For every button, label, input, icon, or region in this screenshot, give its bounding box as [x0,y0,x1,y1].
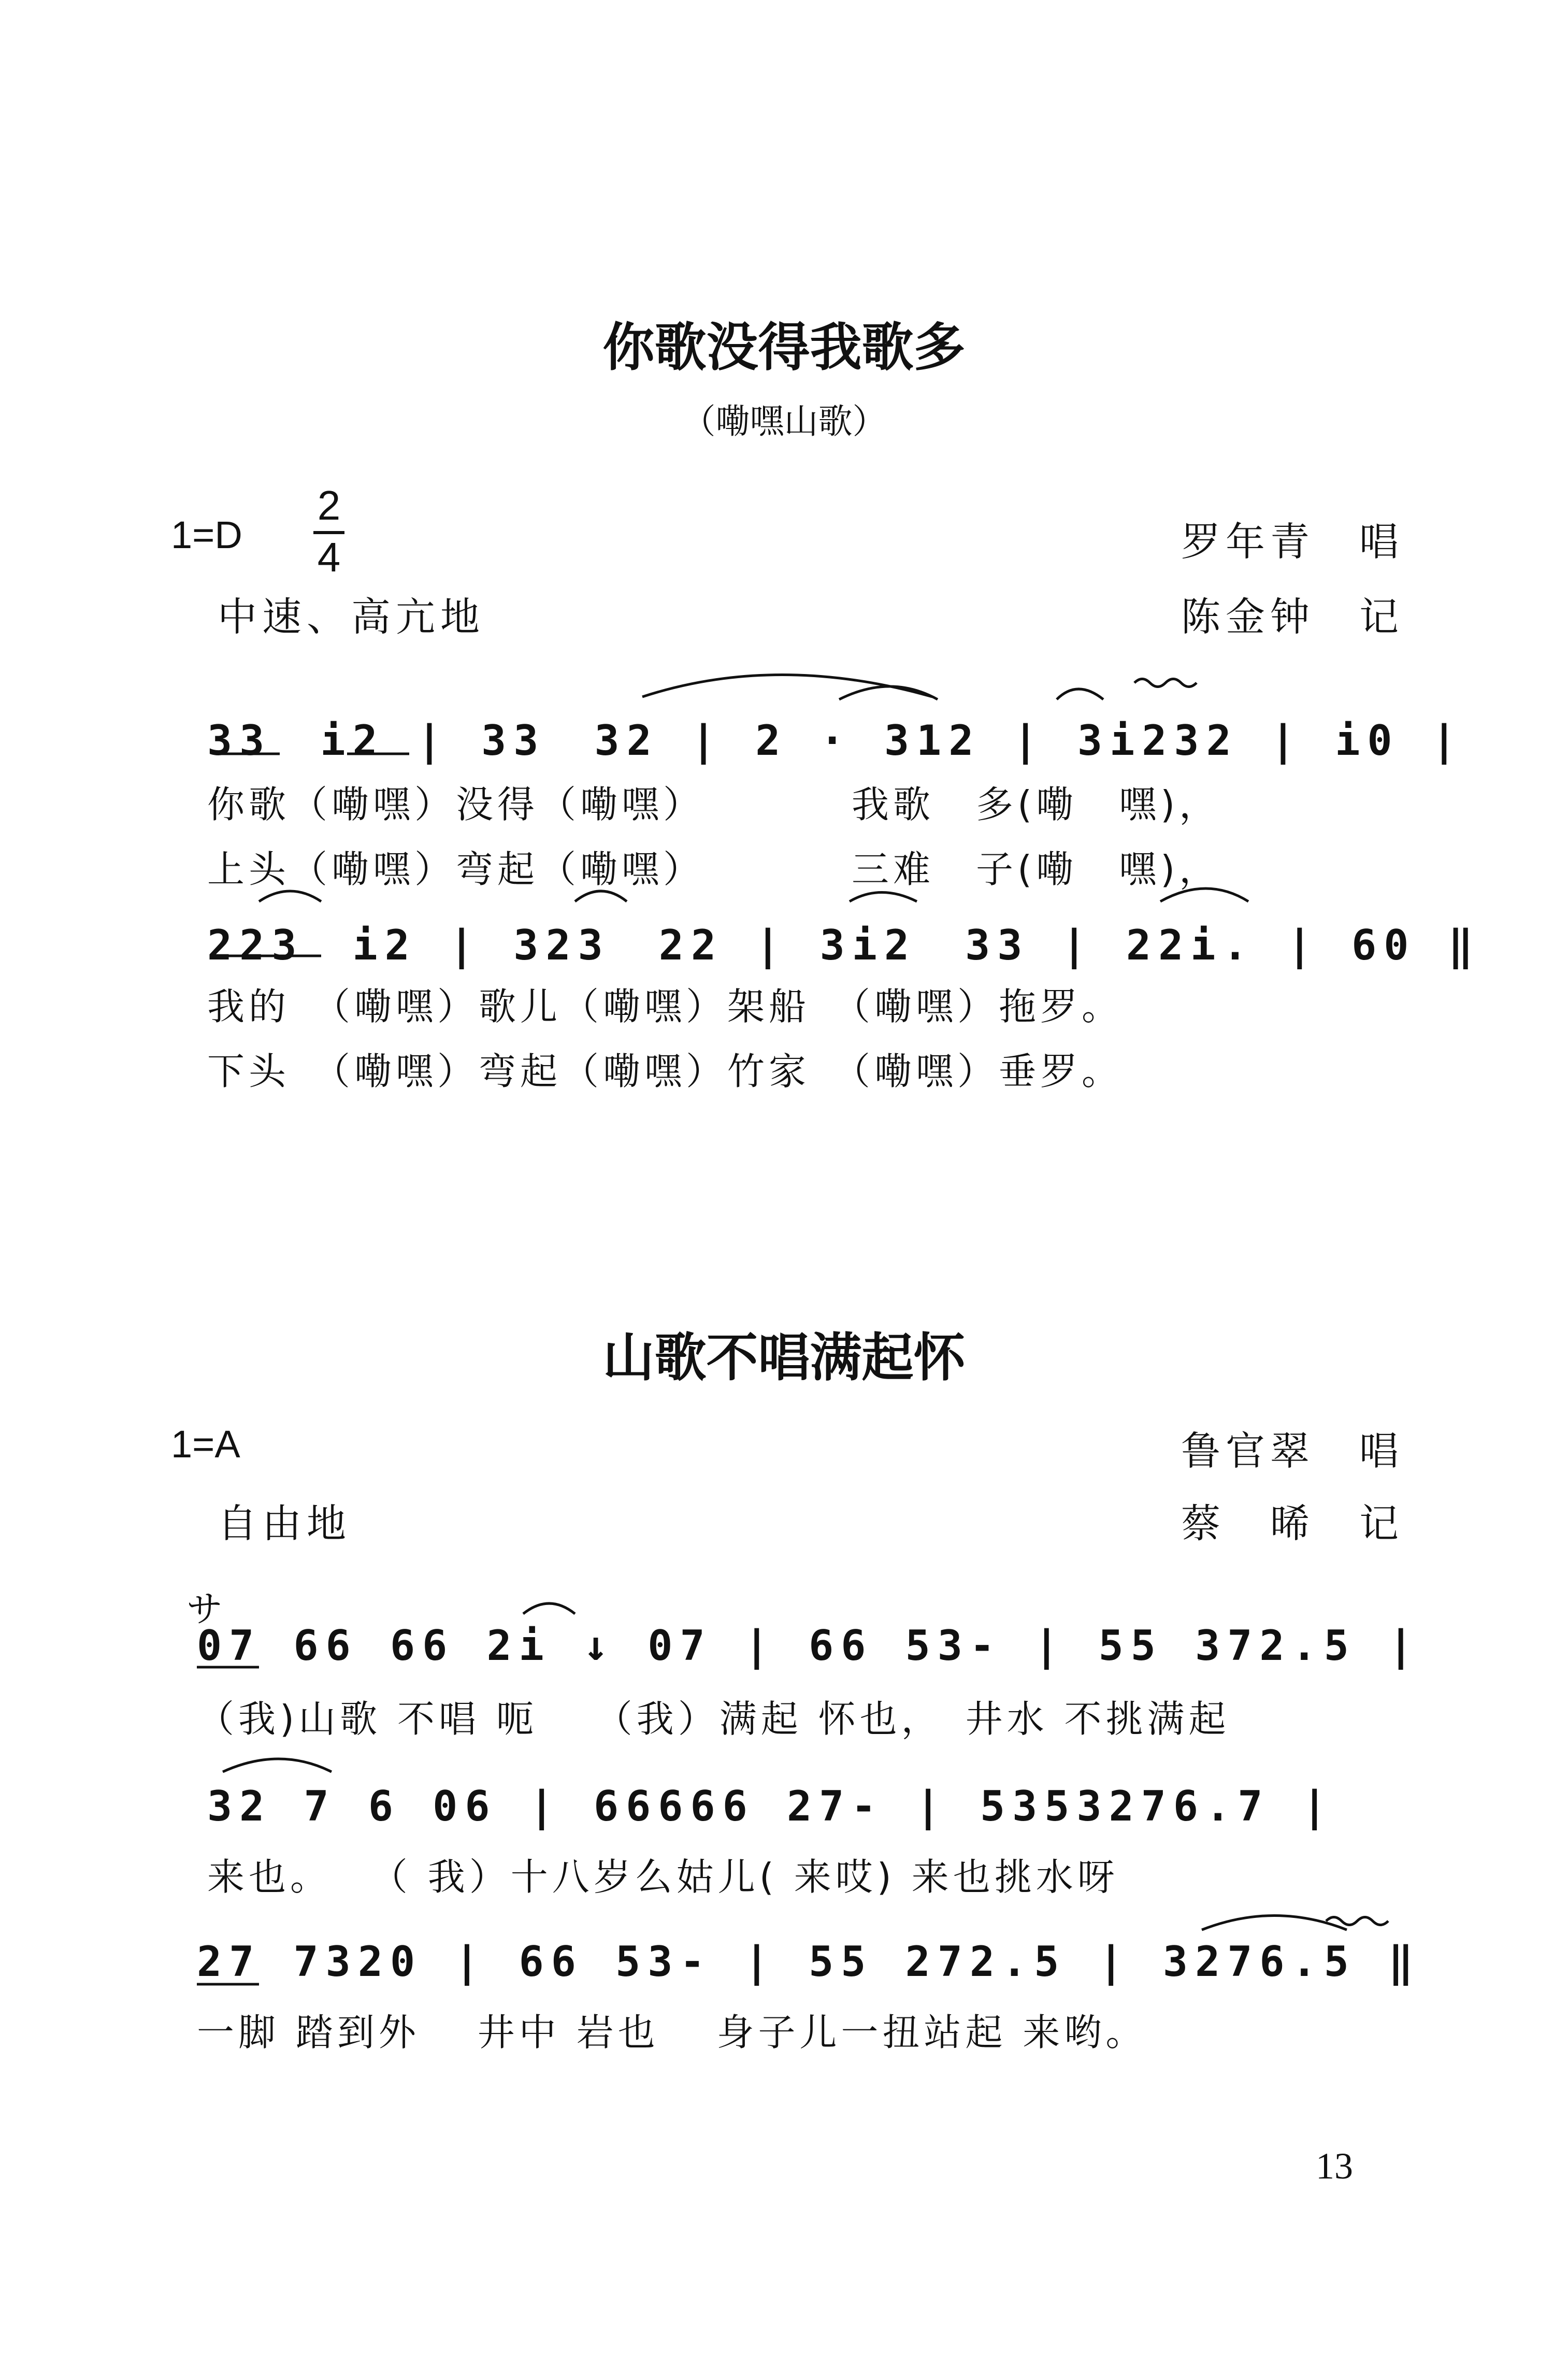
slur-mark [575,891,627,901]
song2-title: 山歌不唱满起怀 [602,1327,966,1388]
song2-free-meter-mark: サ [186,1589,223,1629]
song2-key: 1=A [171,1423,240,1466]
slur-mark [839,686,938,699]
slur-mark [850,893,917,902]
song2-recorder: 蔡 晞 记 [1181,1500,1404,1546]
slur-mark [1202,1916,1347,1930]
song1-lyric-line-1a: 你歌（嘞嘿）没得（嘞嘿） 我歌 多(嘞 嘿)， [207,783,1221,826]
song2-notation-line-3: 27 7320 | 66 53- | 55 272.5 | 3276.5 ‖ [197,1938,1421,1986]
song2-lyric-line-1: （我)山歌 不唱 呃 （我）满起 怀也， 井水 不挑满起 [197,1697,1230,1741]
song2-notation-line-2: 32 7 6 06 | 66666 27- | 5353276.7 | [207,1782,1334,1830]
song1-lyric-line-2b: 下头 （嘞嘿）弯起（嘞嘿）竹家 （嘞嘿）垂罗。 [207,1050,1124,1093]
song2-singer: 鲁官翠 唱 [1181,1428,1404,1474]
song1-lyric-line-2a: 我的 （嘞嘿）歌儿（嘞嘿）架船 （嘞嘿）拖罗。 [207,985,1124,1028]
slur-mark [523,1603,575,1614]
song2-notation-line-1: 07 66 66 2i ↓ 07 | 66 53- | 55 372.5 | [197,1622,1421,1670]
song1-subtitle: （嘞嘿山歌） [681,402,887,441]
song1-recorder: 陈金钟 记 [1181,594,1404,640]
slur-mark [1057,689,1103,699]
trill-mark [1326,1917,1388,1925]
song1-singer: 罗年青 唱 [1181,519,1404,565]
song2-lyric-line-3: 一脚 踏到外 井中 岩也 身子儿一扭站起 来哟。 [197,2011,1147,2054]
song1-title: 你歌没得我歌多 [602,317,966,378]
song1-time-bottom: 4 [317,534,341,580]
song1-notation-line-1: 33 i2 | 33 32 | 2 · 312 | 3i232 | i0 | [207,716,1464,765]
slur-mark [1160,888,1248,901]
song2-lyric-line-2: 来也。 （ 我）十八岁么姑儿( 来哎) 来也挑水呀 [207,1855,1119,1899]
song1-notation-line-2: 223 i2 | 323 22 | 3i2 33 | 22i. | 60 ‖ [207,921,1480,969]
song1-key: 1=D [171,513,242,556]
trill-mark [1134,679,1197,687]
slur-mark [223,1759,332,1772]
song1-lyric-line-1b: 上头（嘞嘿）弯起（嘞嘿） 三难 子(嘞 嘿)， [207,848,1221,891]
slur-mark [259,891,321,901]
page-number: 13 [1316,2145,1353,2187]
song1-tempo: 中速、高亢地 [218,594,485,640]
song1-time-top: 2 [317,482,341,528]
song2-tempo: 自由地 [218,1500,351,1546]
